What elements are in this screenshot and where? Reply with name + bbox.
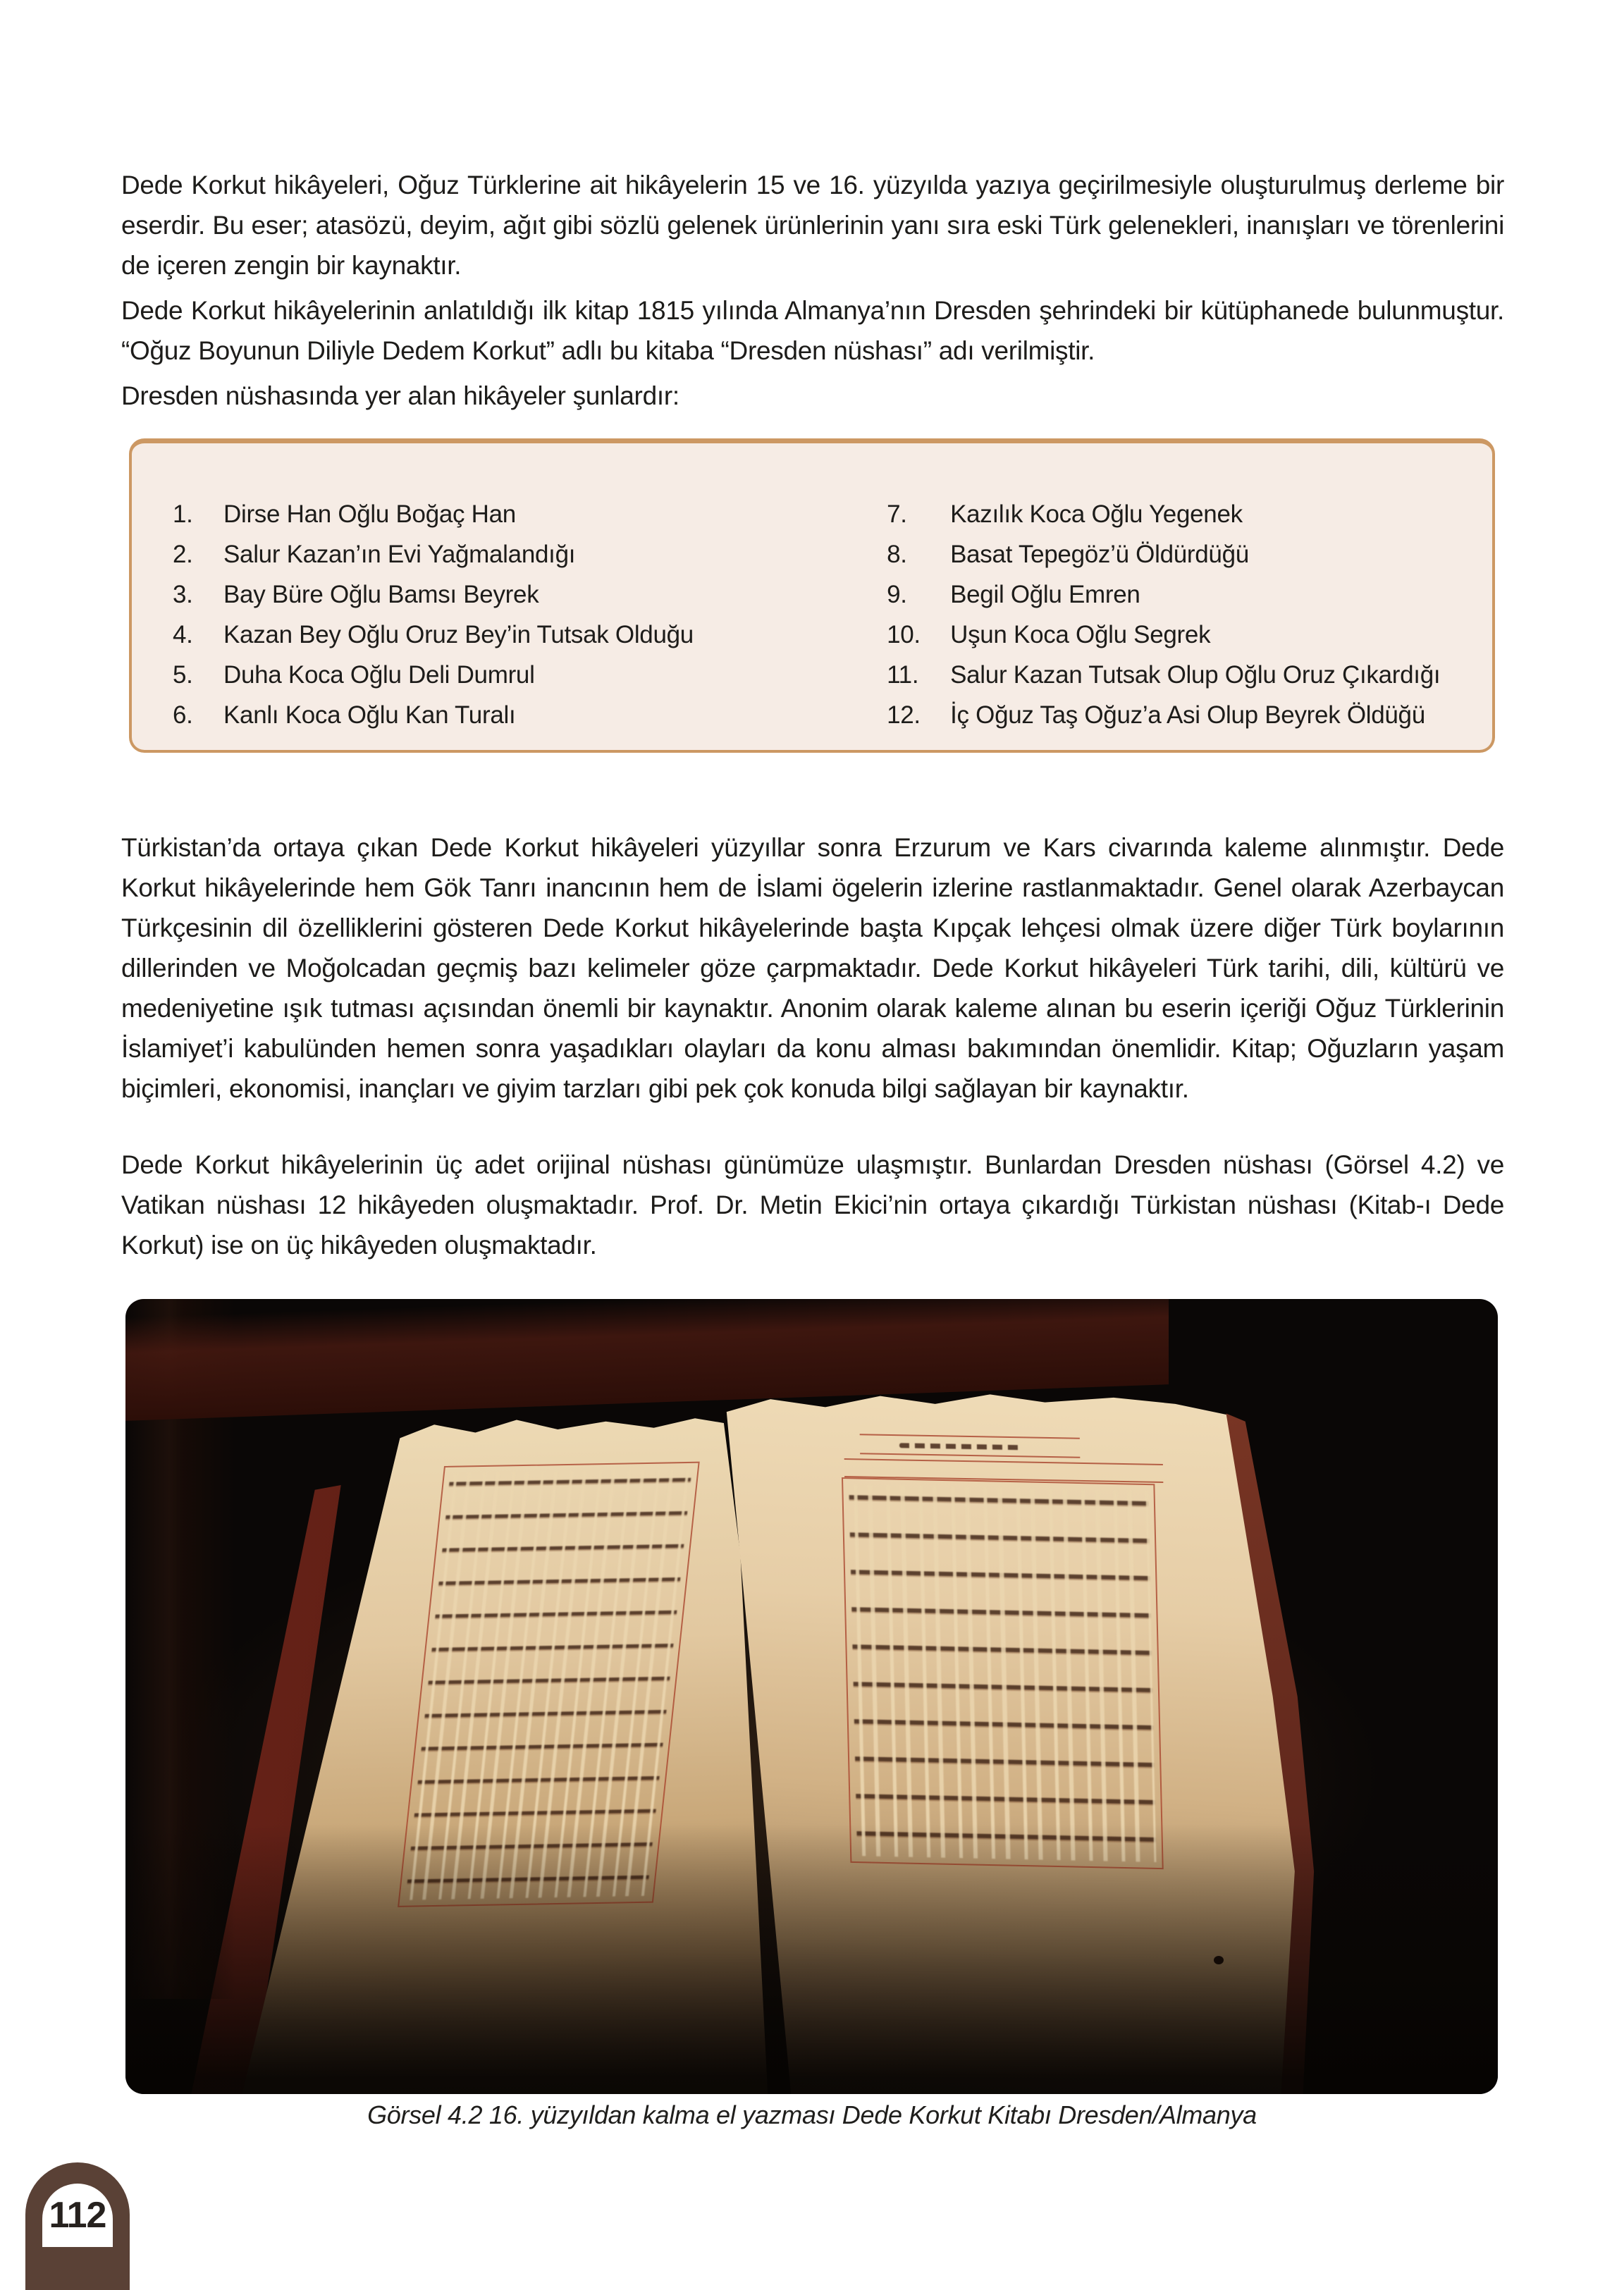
list-item-text: Uşun Koca Oğlu Segrek — [950, 621, 1211, 648]
list-item-number: 9. — [887, 581, 907, 608]
list-item-number: 8. — [887, 541, 907, 568]
list-item — [173, 534, 887, 574]
list-item-number: 11. — [887, 661, 919, 689]
list-item-number: 10. — [887, 621, 921, 648]
list-item-text: Kazan Bey Oğlu Oruz Bey’in Tutsak Olduğu — [223, 621, 694, 648]
list-item — [173, 574, 887, 615]
list-item — [173, 494, 887, 534]
page-number-window — [42, 2184, 113, 2247]
list-item-number: 12. — [887, 701, 921, 729]
list-item-text: Duha Koca Oğlu Deli Dumrul — [223, 661, 535, 689]
manuscript-photo — [125, 1299, 1498, 2094]
list-item — [173, 695, 887, 735]
list-item-text: Salur Kazan’ın Evi Yağmalandığı — [223, 541, 576, 568]
page-number-badge — [25, 2162, 130, 2290]
list-item-text: Dirse Han Oğlu Boğaç Han — [223, 500, 516, 528]
story-list-box — [129, 438, 1495, 753]
intro-paragraph-1: Dede Korkut hikâyeleri, Oğuz Türklerine ait hikâyelerin 15 ve 16. yüzyılda yazıya geçirilmesiyle oluşturulmuş derleme bir eserdir. Bu eser; atasözü, deyim, ağıt gibi sözlü gelenek ürünlerinin yanı sıra eski Türk gelenekleri, inanışları ve törenlerini de içeren zengin bir kaynaktır. — [121, 171, 1504, 280]
list-item — [887, 655, 1471, 695]
list-intro-line: Dresden nüshasında yer alan hikâyeler şunlardır: — [121, 381, 679, 410]
list-item-number: 4. — [173, 621, 193, 648]
list-item — [887, 534, 1471, 574]
body-paragraph-4: Dede Korkut hikâyelerinin üç adet orijinal nüshası günümüze ulaşmıştır. Bunlardan Dresden nüshası (Görsel 4.2) ve Vatikan nüshası 12 hikâyeden oluşmaktadır. Prof. Dr. Metin Ekici’nin ortaya çıkardığı Türkistan nüshası (Kitab-ı Dede Korkut) ise on üç hikâyeden oluşmaktadır. — [121, 1150, 1504, 1260]
list-item — [887, 615, 1471, 655]
list-item-text: Basat Tepegöz’ü Öldürdüğü — [950, 541, 1249, 568]
list-item-number: 5. — [173, 661, 193, 689]
list-item-text: Kazılık Koca Oğlu Yegenek — [950, 500, 1243, 528]
photo-bottom-shadow — [125, 1299, 1498, 2094]
intro-paragraph-2: Dede Korkut hikâyelerinin anlatıldığı ilk kitap 1815 yılında Almanya’nın Dresden şehrindeki bir kütüphanede bulunmuştur. “Oğuz Boyunun Diliyle Dedem Korkut” adlı bu kitaba “Dresden nüshası” adı verilmiştir. — [121, 296, 1504, 365]
list-item-number: 2. — [173, 541, 193, 568]
list-item — [887, 574, 1471, 615]
story-list-left-column — [173, 494, 887, 736]
list-item-number: 3. — [173, 581, 193, 608]
story-list-right-column — [887, 494, 1471, 736]
list-item-text: İç Oğuz Taş Oğuz’a Asi Olup Beyrek Öldüğü — [950, 701, 1425, 729]
list-item — [887, 494, 1471, 534]
body-paragraph-3: Türkistan’da ortaya çıkan Dede Korkut hikâyeleri yüzyıllar sonra Erzurum ve Kars civarında kaleme alınmıştır. Dede Korkut hikâyelerinde hem Gök Tanrı inancının hem de İslami ögelerin izlerine rastlanmaktadır. Genel olarak Azerbaycan Türkçesinin dil özelliklerini gösteren Dede Korkut hikâyelerinde başta Kıpçak lehçesi olmak üzere diğer Türk boylarının dillerinden ve Moğolcadan geçmiş bazı kelimeler göze çarpmaktadır. Dede Korkut hikâyeleri Türk tarihi, dili, kültürü ve medeniyetine ışık tutması açısından önemli bir kaynaktır. Anonim olarak kaleme alınan bu eserin içeriği Oğuz Türklerinin İslamiyet’i kabulünden hemen sonra yaşadıkları olayları da konu alması bakımından önemlidir. Kitap; Oğuzların yaşam biçimleri, ekonomisi, inançları ve giyim tarzları gibi pek çok konuda bilgi sağlayan bir kaynaktır. — [121, 833, 1504, 1103]
page-number: 112 — [49, 2195, 106, 2236]
list-item-text: Begil Oğlu Emren — [950, 581, 1140, 608]
list-item-text: Bay Büre Oğlu Bamsı Beyrek — [223, 581, 539, 608]
list-item-text: Kanlı Koca Oğlu Kan Turalı — [223, 701, 516, 729]
list-item-text: Salur Kazan Tutsak Olup Oğlu Oruz Çıkardığı — [950, 661, 1441, 689]
list-item — [887, 695, 1471, 735]
list-item-number: 7. — [887, 500, 907, 528]
list-item — [173, 615, 887, 655]
figure-caption: Görsel 4.2 16. yüzyıldan kalma el yazması Dede Korkut Kitabı Dresden/Almanya — [367, 2100, 1257, 2129]
list-item-number: 1. — [173, 500, 193, 528]
list-item — [173, 655, 887, 695]
list-item-number: 6. — [173, 701, 193, 729]
